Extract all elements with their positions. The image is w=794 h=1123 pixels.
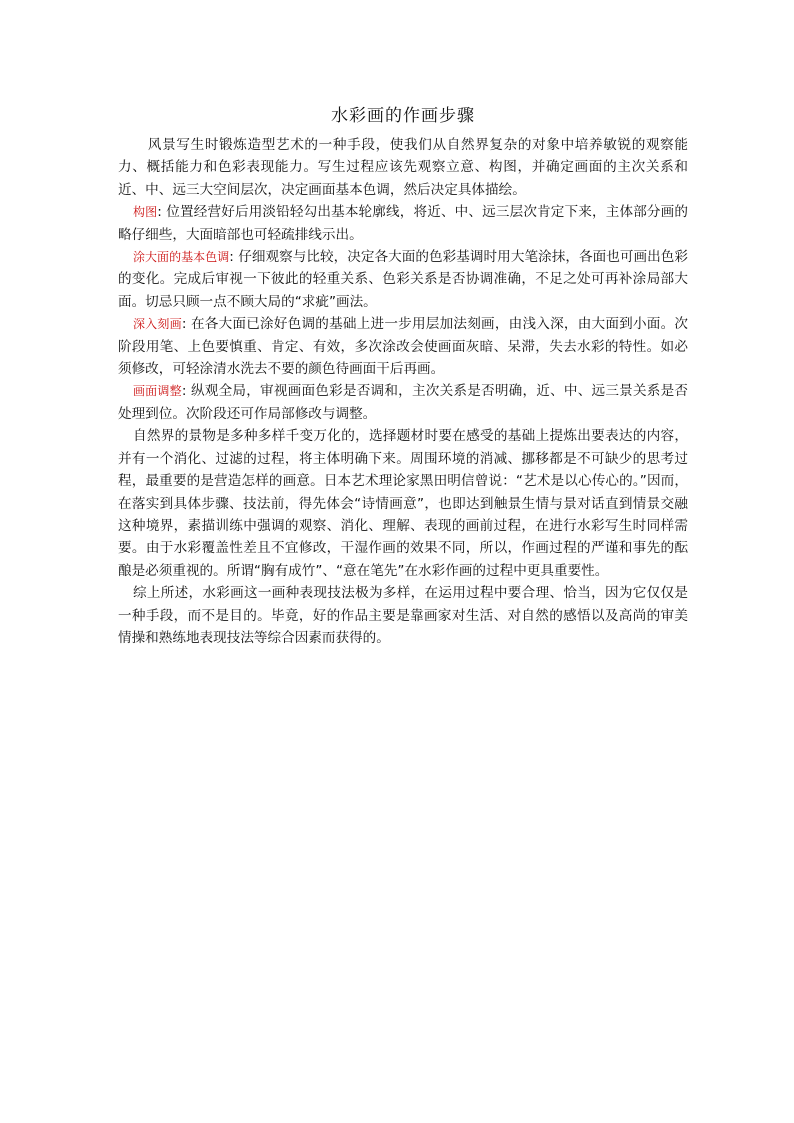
step-label-detailing: 深入刻画	[132, 317, 182, 332]
step-separator: :	[181, 316, 187, 333]
step-composition	[118, 201, 688, 246]
step-separator: :	[157, 204, 162, 221]
step-text-detailing: 在各大面已涂好色调的基础上进一步用层加法刻画，由浅入深，由大面到小面。次阶段用笔、上色要慎重、肯定、有效，多次涂改会使画面灰暗、呆滞，失去水彩的特性。如必须修改，可轻涂清水洗去不要的颜色待画面干后再画。	[118, 316, 688, 378]
step-detailing	[118, 313, 688, 380]
document-title: 水彩画的作画步骤	[331, 106, 475, 126]
step-text-composition: 位置经营好后用淡铅轻勾出基本轮廓线，将近、中、远三层次肯定下来，主体部分画的略仔细些，大面暗部也可轻疏排线示出。	[118, 204, 688, 243]
step-text-adjustment: 纵观全局，审视画面色彩是否调和，主次关系是否明确，近、中、远三景关系是否处理到位。次阶段还可作局部修改与调整。	[118, 383, 688, 422]
step-separator: :	[181, 383, 187, 400]
step-base-color	[118, 246, 688, 313]
document-page	[118, 104, 688, 649]
step-label-base-color: 涂大面的基本色调	[132, 250, 230, 265]
summary-paragraph: 综上所述，水彩画这一画种表现技法极为多样，在运用过程中要合理、恰当，因为它仅仅是一种手段，而不是目的。毕竟，好的作品主要是靠画家对生活、对自然的感悟以及高尚的审美情操和熟练地表现技法等综合因素而获得的。	[118, 585, 688, 646]
step-text-base-color: 仔细观察与比较，决定各大面的色彩基调时用大笔涂抹，各面也可画出色彩的变化。完成后审视一下彼此的轻重关系、色彩关系是否协调准确，不足之处可再补涂局部大面。切忌只顾一点不顾大局的“求疵”画法。	[118, 249, 688, 310]
step-separator: :	[229, 249, 234, 266]
step-adjustment	[118, 380, 688, 425]
intro-paragraph: 风景写生时锻炼造型艺术的一种手段，使我们从自然界复杂的对象中培养敏锐的观察能力、概括能力和色彩表现能力。写生过程应该先观察立意、构图，并确定画面的主次关系和近、中、远三大空间层次，决定画面基本色调，然后决定具体描绘。	[118, 137, 688, 198]
step-label-adjustment: 画面调整	[132, 384, 182, 399]
step-label-composition: 构图	[132, 205, 158, 220]
nature-paragraph: 自然界的景物是多种多样千变万化的，选择题材时要在感受的基础上提炼出要表达的内容，并有一个消化、过滤的过程，将主体明确下来。周围环境的消减、挪移都是不可缺少的思考过程，最重要的是营造怎样的画意。日本艺术理论家黑田明信曾说：“艺术是以心传心的。”因而，在落实到具体步骤、技法前，得先体会“诗情画意”，也即达到触景生情与景对话直到情景交融这种境界，素描训练中强调的观察、消化、理解、表现的画前过程，在进行水彩写生时同样需要。由于水彩覆盖性差且不宜修改，干湿作画的效果不同，所以，作画过程的严谨和事先的酝酿是必须重视的。所谓“胸有成竹”、“意在笔先”在水彩作画的过程中更具重要性。	[118, 428, 688, 579]
